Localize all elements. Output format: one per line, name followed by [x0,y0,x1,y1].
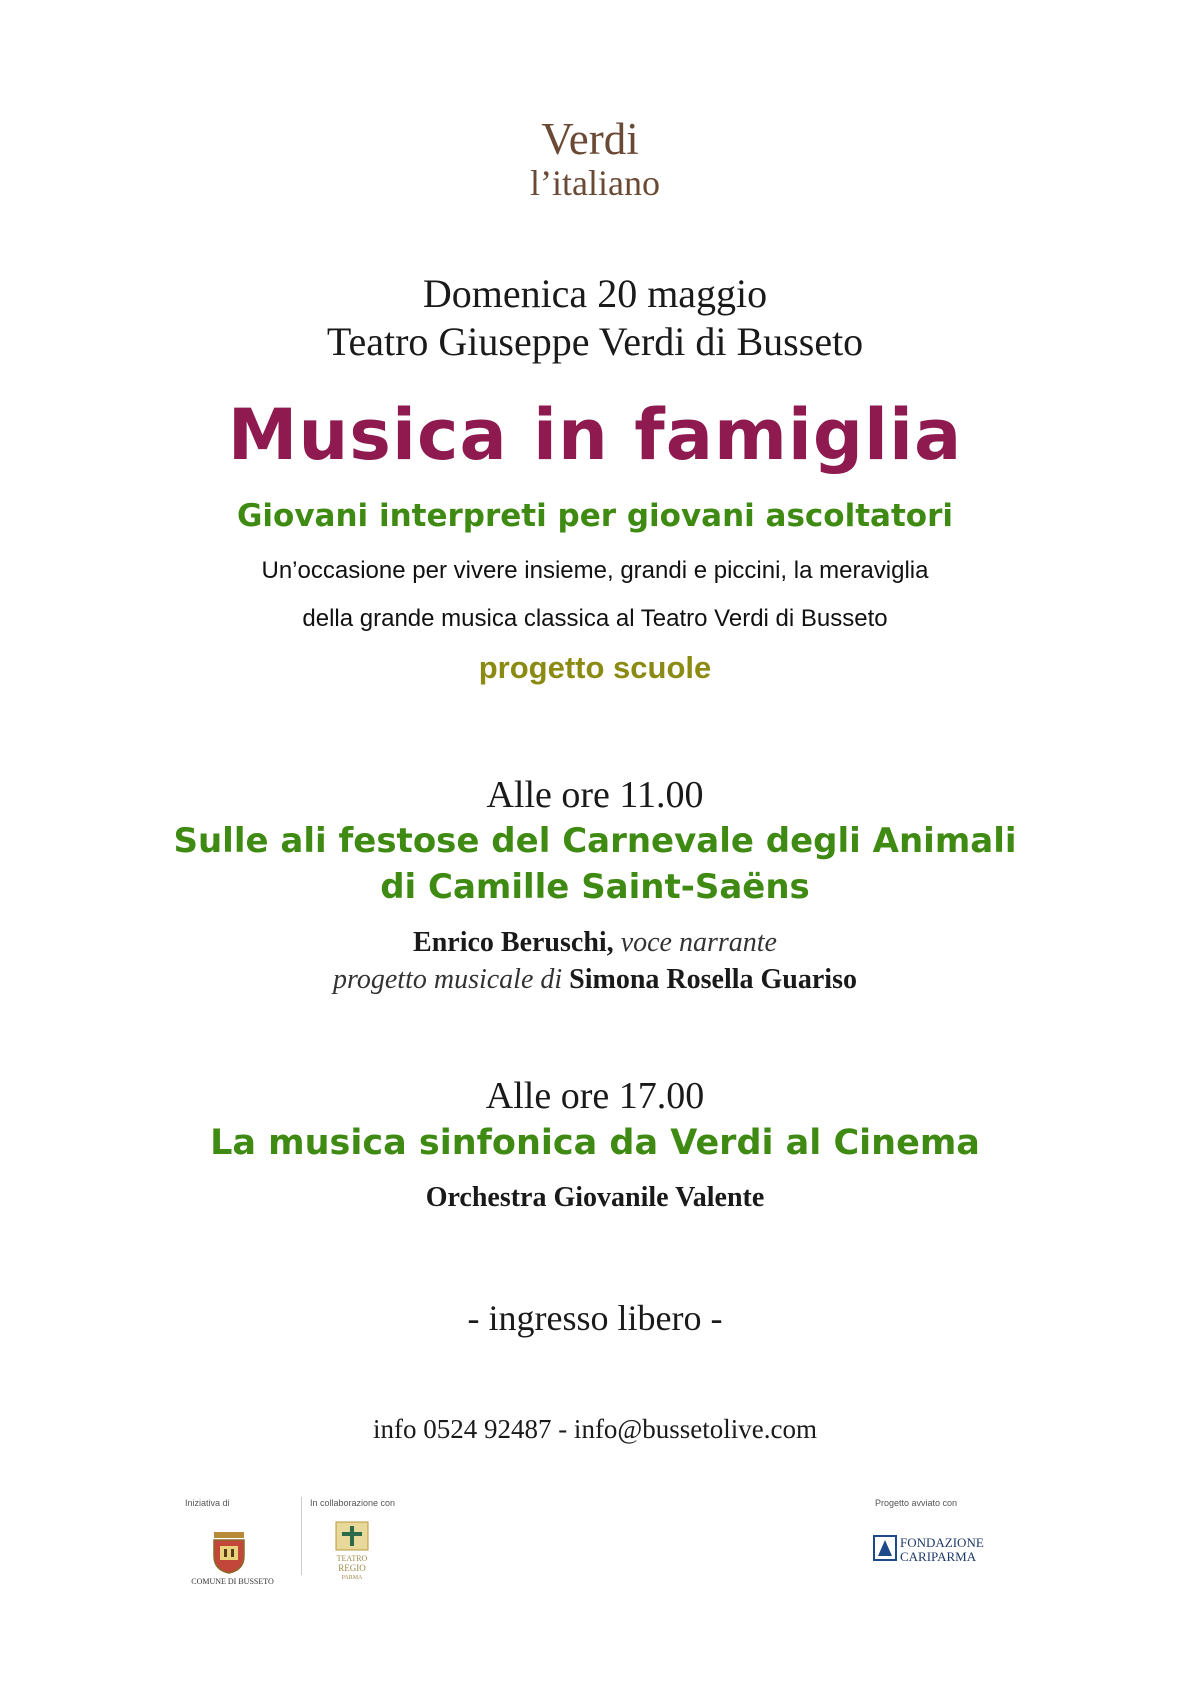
regio-line3: PARMA [341,1575,363,1581]
logo-line2: l’italiano [530,163,660,203]
regio-line1: TEATRO [336,1554,368,1563]
event-venue: Teatro Giuseppe Verdi di Busseto [326,319,864,364]
initiative-label: Iniziativa di [185,1498,230,1508]
show1-title-line2: di Camille Saint-Saëns [380,867,810,907]
show1-time: Alle ore 11.00 [486,774,704,816]
project-tag: progetto scuole [478,650,712,685]
logo-line1: Verdi [541,114,639,164]
project-author: Simona Rosella Guariso [569,964,857,995]
show2-time: Alle ore 17.00 [485,1075,705,1117]
show2-title: La musica sinfonica da Verdi al Cinema [210,1123,980,1163]
performer-role: voce narrante [620,927,777,958]
event-title: Musica in famiglia [227,394,963,476]
fondazione-cariparma-logo [872,1532,1032,1564]
event-date: Domenica 20 maggio [422,271,768,316]
fondazione-line2: CARIPARMA [900,1549,977,1564]
verdi-italiano-logo [0,115,1190,203]
performer-name: Enrico Beruschi, [413,927,614,958]
teatro-regio-logo [326,1520,378,1582]
description-line1: Un’occasione per vivere insieme, grandi e piccini, la meraviglia [261,557,929,584]
comune-busseto-crest-icon [210,1528,248,1574]
show1-project [0,964,1190,996]
description-line2: della grande musica classica al Teatro Verdi di Busseto [302,605,888,632]
event-subtitle: Giovani interpreti per giovani ascoltatori [236,498,953,534]
contact-info: info 0524 92487 - info@bussetolive.com [372,1414,818,1444]
admission-note: - ingresso libero - [467,1298,723,1338]
show1-title-line1: Sulle ali festose del Carnevale degli Animali [173,821,1017,861]
comune-label: COMUNE DI BUSSETO [191,1577,274,1586]
footer-divider [301,1497,302,1575]
project-label: progetto musicale di [333,964,563,995]
show2-orchestra: Orchestra Giovanile Valente [425,1182,765,1213]
regio-line2: REGIO [338,1563,366,1573]
show1-performer [0,927,1190,959]
collaboration-label: In collaborazione con [310,1498,396,1508]
project-with-label: Progetto avviato con [875,1498,958,1508]
fondazione-line1: FONDAZIONE [900,1535,984,1550]
